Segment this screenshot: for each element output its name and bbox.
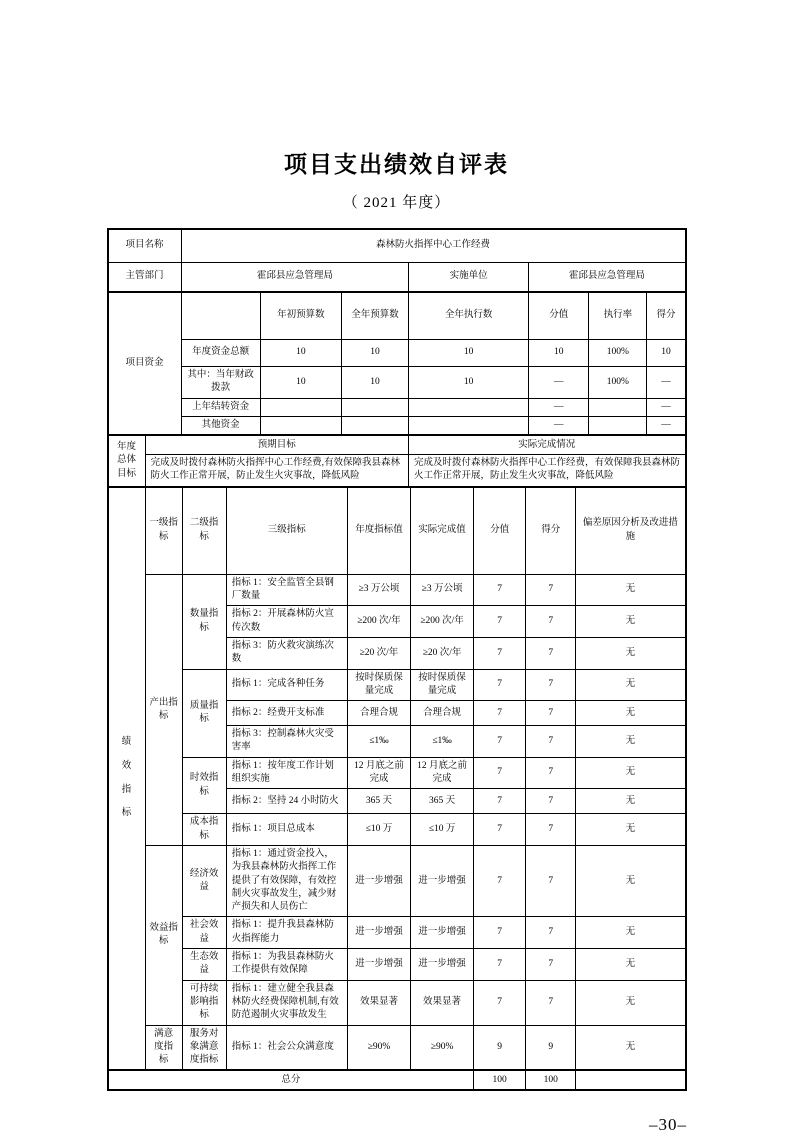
level2-quality-cell: 质量指标 [182, 669, 226, 757]
target-value-cell: 进一步增强 [347, 845, 410, 916]
funding-header-score: 得分 [647, 293, 685, 340]
dept-value-cell: 霍邱县应急管理局 [181, 263, 408, 292]
score-value-cell: 7 [474, 574, 526, 606]
score-value-cell: — [529, 367, 589, 399]
deviation-cell: 无 [576, 789, 685, 814]
total-score-value-cell: 100 [474, 1071, 526, 1090]
funding-table [108, 292, 686, 435]
impl-value-cell: 霍邱县应急管理局 [529, 263, 685, 292]
deviation-cell: 无 [576, 814, 685, 846]
header-level2-cell: 二级指标 [182, 487, 226, 574]
header-score-value-cell: 分值 [474, 487, 526, 574]
total-label-cell: 总分 [108, 1071, 474, 1090]
level2-timeliness-cell: 时效指标 [182, 757, 226, 814]
score-value-cell: 7 [474, 845, 526, 916]
execution-rate-cell [589, 416, 647, 434]
indicator-row [108, 757, 685, 789]
executed-cell: 10 [409, 340, 529, 367]
actual-value-cell: ≥3 万公顷 [411, 574, 474, 606]
actual-value-cell: 进一步增强 [411, 845, 474, 916]
header-target-cell: 年度指标值 [347, 487, 410, 574]
actual-value-cell: 进一步增强 [411, 917, 474, 949]
score-value-cell: — [529, 398, 589, 416]
deviation-cell: 无 [576, 949, 685, 981]
score-value-cell: 7 [474, 669, 526, 701]
indicator-row [108, 814, 685, 846]
actual-completion-text-cell: 完成及时拨付森林防火指挥中心工作经费，有效保障我县森林防火工作正常开展，防止发生火灾事故，降低风险 [409, 455, 685, 487]
total-score-row [108, 1071, 685, 1090]
expected-goal-header-cell: 预期目标 [145, 436, 408, 455]
score-value-cell: 7 [474, 757, 526, 789]
score-value-cell: 7 [474, 814, 526, 846]
project-header-table [108, 229, 686, 292]
score-cell: 7 [526, 669, 576, 701]
score-value-cell: 7 [474, 789, 526, 814]
score-value-cell: 7 [474, 917, 526, 949]
dept-label-cell: 主管部门 [108, 263, 181, 292]
indicator-name-cell: 指标 3：防火救灾演练次数 [226, 637, 347, 669]
total-score-table [108, 1070, 686, 1090]
project-name-row [108, 230, 685, 263]
funding-row-label-cell: 其他资金 [181, 416, 260, 434]
executed-cell [409, 416, 529, 434]
impl-label-cell: 实施单位 [409, 263, 529, 292]
indicator-name-cell: 指标 1：按年度工作计划组织实施 [226, 757, 347, 789]
funding-row-fiscal [108, 367, 685, 399]
indicator-name-cell: 指标 1：完成各种任务 [226, 669, 347, 701]
indicator-name-cell: 指标 1：为我县森林防火工作提供有效保障 [226, 949, 347, 981]
indicator-name-cell: 指标 1：项目总成本 [226, 814, 347, 846]
target-value-cell: ≤1‰ [347, 726, 410, 758]
indicator-name-cell: 指标 1：提升我县森林防火指挥能力 [226, 917, 347, 949]
execution-rate-cell [589, 398, 647, 416]
indicator-name-cell: 指标 1：建立健全我县森林防火经费保障机制,有效防范遏制火灾事故发生 [226, 980, 347, 1025]
level2-social-cell: 社会效益 [182, 917, 226, 949]
score-value-cell: 7 [474, 637, 526, 669]
target-value-cell: 按时保质保量完成 [347, 669, 410, 701]
funding-header-row [108, 293, 685, 340]
project-name-label-cell: 项目名称 [108, 230, 181, 263]
score-value-cell: 9 [474, 1025, 526, 1070]
header-level3-cell: 三级指标 [226, 487, 347, 574]
actual-value-cell: ≤1‰ [411, 726, 474, 758]
level2-economic-cell: 经济效益 [182, 845, 226, 916]
funding-row-label-cell: 其中：当年财政拨款 [181, 367, 260, 399]
total-deviation-cell [576, 1071, 685, 1090]
score-cell: 7 [526, 949, 576, 981]
initial-budget-cell: 10 [260, 367, 341, 399]
target-value-cell: 合理合规 [347, 701, 410, 726]
actual-value-cell: ≥200 次/年 [411, 606, 474, 638]
actual-value-cell: 进一步增强 [411, 949, 474, 981]
page-number: –30– [649, 1115, 687, 1135]
department-row [108, 263, 685, 292]
deviation-cell: 无 [576, 980, 685, 1025]
indicator-name-cell: 指标 1：安全监管全县钢厂数量 [226, 574, 347, 606]
indicator-name-cell: 指标 1：社会公众满意度 [226, 1025, 347, 1070]
deviation-cell: 无 [576, 845, 685, 916]
deviation-cell: 无 [576, 701, 685, 726]
level1-output-cell: 产出指标 [145, 574, 182, 845]
funding-header-initial-budget: 年初预算数 [260, 293, 341, 340]
indicator-row [108, 980, 685, 1025]
score-cell: 7 [526, 980, 576, 1025]
funding-header-annual-budget: 全年预算数 [341, 293, 408, 340]
indicator-name-cell: 指标 1：通过资金投入，为我县森林防火指挥工作提供了有效保障，有效控制火灾事故发生，减少财产损失和人员伤亡 [226, 845, 347, 916]
executed-cell: 10 [409, 367, 529, 399]
actual-value-cell: ≤10 万 [411, 814, 474, 846]
target-value-cell: 效果显著 [347, 980, 410, 1025]
indicator-row [108, 917, 685, 949]
score-cell: 9 [526, 1025, 576, 1070]
executed-cell [409, 398, 529, 416]
score-cell: — [647, 367, 685, 399]
score-cell: 7 [526, 574, 576, 606]
level1-satisfaction-label: 满意度指标 [154, 1028, 174, 1066]
target-value-cell: ≤10 万 [347, 814, 410, 846]
self-evaluation-table [107, 228, 687, 1091]
indicator-name-cell: 指标 3：控制森林火灾受害率 [226, 726, 347, 758]
indicator-name-cell: 指标 2：坚持 24 小时防火 [226, 789, 347, 814]
document-title: 项目支出绩效自评表 [284, 152, 509, 177]
initial-budget-cell [260, 398, 341, 416]
deviation-cell: 无 [576, 637, 685, 669]
level2-ecological-cell: 生态效益 [182, 949, 226, 981]
target-value-cell: ≥200 次/年 [347, 606, 410, 638]
header-score-cell: 得分 [526, 487, 576, 574]
indicator-row [108, 1025, 685, 1070]
score-cell: 10 [647, 340, 685, 367]
execution-rate-cell: 100% [589, 340, 647, 367]
actual-value-cell: 合理合规 [411, 701, 474, 726]
funding-header-executed: 全年执行数 [409, 293, 529, 340]
funding-row-total [108, 340, 685, 367]
score-value-cell: 7 [474, 606, 526, 638]
funding-header-score-value: 分值 [529, 293, 589, 340]
target-value-cell: 进一步增强 [347, 917, 410, 949]
annual-budget-cell [341, 398, 408, 416]
indicators-section-label: 绩效指标 [121, 737, 132, 819]
funding-row-carryover [108, 398, 685, 416]
score-cell: 7 [526, 917, 576, 949]
total-score-cell: 100 [526, 1071, 576, 1090]
score-cell: — [647, 416, 685, 434]
deviation-cell: 无 [576, 917, 685, 949]
funding-blank-header-cell [181, 293, 260, 340]
annual-budget-cell: 10 [341, 340, 408, 367]
indicator-name-cell: 指标 2：经费开支标准 [226, 701, 347, 726]
annual-budget-cell [341, 416, 408, 434]
actual-value-cell: ≥20 次/年 [411, 637, 474, 669]
indicator-row [108, 949, 685, 981]
annual-goal-table [108, 435, 686, 487]
indicator-row [108, 845, 685, 916]
goal-text-row [108, 455, 685, 487]
actual-value-cell: ≥90% [411, 1025, 474, 1070]
indicators-table [108, 487, 686, 1071]
indicators-section-label-cell [108, 487, 145, 1070]
level1-benefit-cell: 效益指标 [145, 845, 182, 1025]
level2-quantity-cell: 数量指标 [182, 574, 226, 669]
deviation-cell: 无 [576, 1025, 685, 1070]
annual-budget-cell: 10 [341, 367, 408, 399]
indicator-row [108, 574, 685, 606]
goal-section-label: 年度总体目标 [117, 442, 137, 479]
score-cell: 7 [526, 789, 576, 814]
target-value-cell: 进一步增强 [347, 949, 410, 981]
target-value-cell: ≥90% [347, 1025, 410, 1070]
score-cell: 7 [526, 726, 576, 758]
deviation-cell: 无 [576, 574, 685, 606]
actual-completion-header-cell: 实际完成情况 [409, 436, 685, 455]
score-value-cell: 7 [474, 726, 526, 758]
score-value-cell: 7 [474, 980, 526, 1025]
indicator-name-cell: 指标 2：开展森林防火宣传次数 [226, 606, 347, 638]
score-value-cell: 10 [529, 340, 589, 367]
initial-budget-cell: 10 [260, 340, 341, 367]
goal-section-label-cell [108, 436, 145, 487]
score-cell: 7 [526, 701, 576, 726]
execution-rate-cell: 100% [589, 367, 647, 399]
score-value-cell: 7 [474, 949, 526, 981]
level2-cost-cell: 成本指标 [182, 814, 226, 846]
score-value-cell: — [529, 416, 589, 434]
funding-row-label-cell: 上年结转资金 [181, 398, 260, 416]
score-cell: 7 [526, 606, 576, 638]
level2-sustainable-cell: 可持续影响指标 [182, 980, 226, 1025]
score-cell: 7 [526, 757, 576, 789]
deviation-cell: 无 [576, 606, 685, 638]
indicators-header-row [108, 487, 685, 574]
actual-value-cell: 12 月底之前完成 [411, 757, 474, 789]
funding-row-other [108, 416, 685, 434]
target-value-cell: 12 月底之前完成 [347, 757, 410, 789]
score-cell: 7 [526, 845, 576, 916]
actual-value-cell: 按时保质保量完成 [411, 669, 474, 701]
deviation-cell: 无 [576, 726, 685, 758]
header-level1-cell: 一级指标 [145, 487, 182, 574]
score-cell: — [647, 398, 685, 416]
expected-goal-text-cell: 完成及时拨付森林防火指挥中心工作经费,有效保障我县森林防火工作正常开展，防止发生火灾事故，降低风险 [145, 455, 408, 487]
indicator-row [108, 669, 685, 701]
score-cell: 7 [526, 637, 576, 669]
actual-value-cell: 效果显著 [411, 980, 474, 1025]
funding-header-execution-rate: 执行率 [589, 293, 647, 340]
score-cell: 7 [526, 814, 576, 846]
target-value-cell: ≥3 万公顷 [347, 574, 410, 606]
funding-section-label-cell: 项目资金 [108, 293, 181, 435]
target-value-cell: 365 天 [347, 789, 410, 814]
target-value-cell: ≥20 次/年 [347, 637, 410, 669]
level2-service-cell: 服务对象满意度指标 [182, 1025, 226, 1070]
actual-value-cell: 365 天 [411, 789, 474, 814]
score-value-cell: 7 [474, 701, 526, 726]
project-name-value-cell: 森林防火指挥中心工作经费 [181, 230, 685, 263]
level1-satisfaction-cell [145, 1025, 182, 1070]
header-actual-cell: 实际完成值 [411, 487, 474, 574]
document-subtitle: （ 2021 年度） [342, 195, 451, 211]
goal-header-row [108, 436, 685, 455]
initial-budget-cell [260, 416, 341, 434]
deviation-cell: 无 [576, 757, 685, 789]
funding-row-label-cell: 年度资金总额 [181, 340, 260, 367]
header-deviation-cell: 偏差原因分析及改进措施 [576, 487, 685, 574]
deviation-cell: 无 [576, 669, 685, 701]
